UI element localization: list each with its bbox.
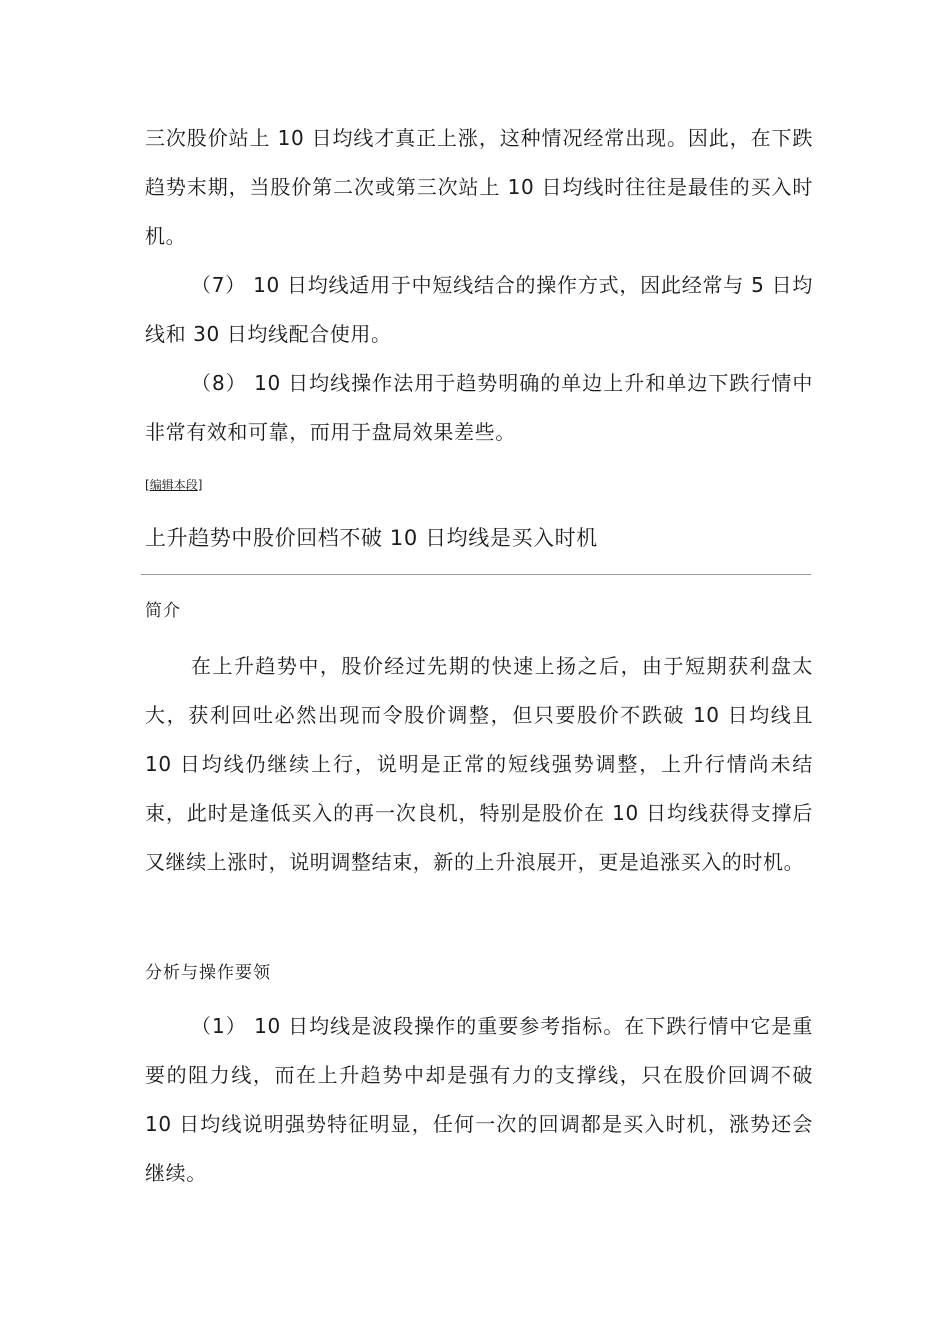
paragraph-buy-timing: 三次股价站上 10 日均线才真正上涨，这种情况经常出现。因此，在下跌趋势末期，当股价第二次或第三次站上 10 日均线时往往是最佳的买入时机。 (145, 126, 813, 248)
edit-section-link[interactable]: 编辑本段 (149, 478, 198, 492)
edit-section-link-wrapper (145, 475, 202, 495)
analysis-paragraph-point-1: （1） 10 日均线是波段操作的重要参考指标。在下跌行情中它是重要的阻力线，而在上升趋势中却是强有力的支撑线，只在股价回调不破 10 日均线说明强势特征明显，任何一次的回调都是买入时机，涨势还会继续。 (145, 1014, 813, 1185)
paragraph-point-8: （8） 10 日均线操作法用于趋势明确的单边上升和单边下跌行情中非常有效和可靠，而用于盘局效果差些。 (145, 371, 813, 444)
edit-link-close-bracket: ] (197, 478, 203, 492)
intro-paragraph: 在上升趋势中，股价经过先期的快速上扬之后，由于短期获利盘太大，获利回吐必然出现而令股价调整，但只要股价不跌破 10 日均线且 10 日均线仍继续上行，说明是正常的短线强势调整，上升行情尚未结束，此时是逢低买入的再一次良机，特别是股价在 10 日均线获得支撑后又继续上涨时，说明调整结束，新的上升浪展开，更是追涨买入的时机。 (145, 654, 813, 874)
paragraph-point-7: （7） 10 日均线适用于中短线结合的操作方式，因此经常与 5 日均线和 30 日均线配合使用。 (145, 273, 813, 346)
edit-link-open-bracket: [ (145, 478, 150, 492)
analysis-heading: 分析与操作要领 (145, 963, 271, 983)
section-title: 上升趋势中股价回档不破 10 日均线是买入时机 (145, 526, 598, 550)
section-divider (141, 574, 811, 575)
intro-heading: 简介 (145, 601, 181, 621)
